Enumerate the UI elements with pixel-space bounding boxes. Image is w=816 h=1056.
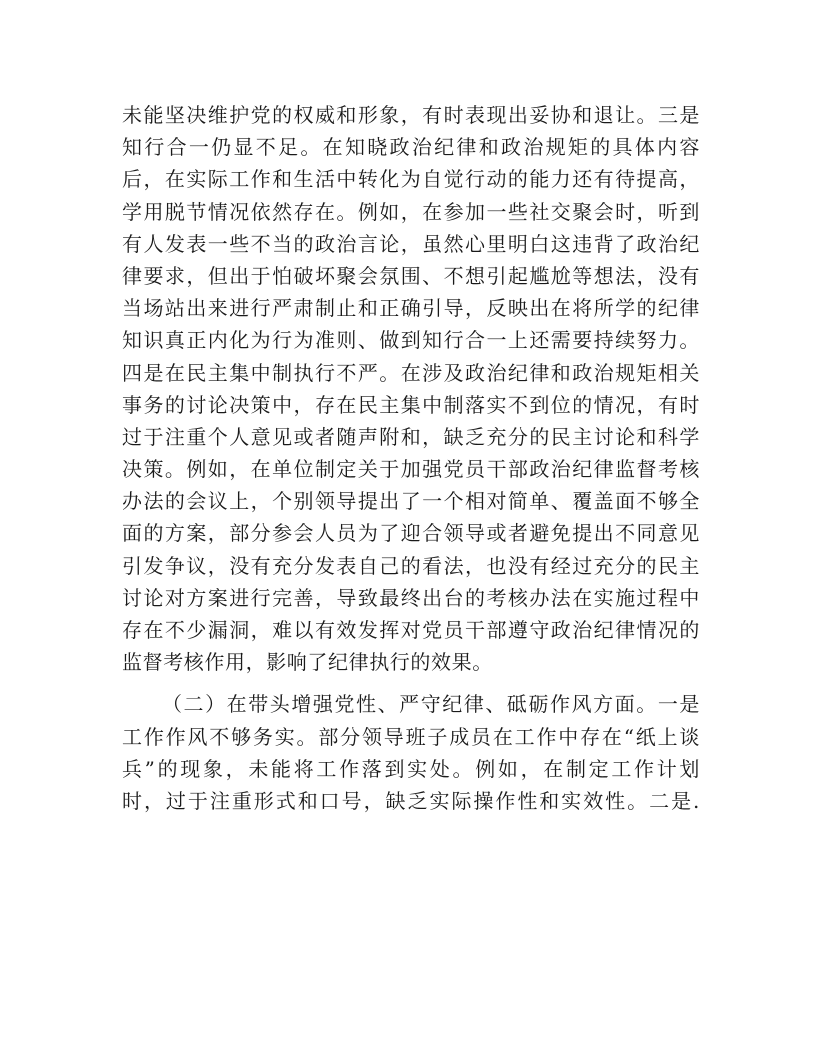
text-line: 知行合一仍显不足。在知晓政治纪律和政治规矩的具体内容 [122, 135, 700, 160]
text-line: 办法的会议上，个别领导提出了一个相对简单、覆盖面不够全 [122, 489, 700, 514]
text-line: 学用脱节情况依然存在。例如，在参加一些社交聚会时，听到 [122, 199, 700, 224]
text-line: 面的方案，部分参会人员为了迎合领导或者避免提出不同意见 [122, 521, 700, 546]
text-line: 后，在实际工作和生活中转化为自觉行动的能力还有待提高， [122, 167, 700, 192]
text-line: 过于注重个人意见或者随声附和，缺乏充分的民主讨论和科学 [122, 424, 700, 449]
text-line: 引发争议，没有充分发表自己的看法，也没有经过充分的民主 [122, 553, 700, 578]
text-line: 时，过于注重形式和口号，缺乏实际操作性和实效性。二是. [122, 788, 700, 813]
text-line: 监督考核作用，影响了纪律执行的效果。 [122, 650, 493, 675]
paragraph-1 [122, 99, 700, 678]
text-line: 事务的讨论决策中，存在民主集中制落实不到位的情况，有时 [122, 392, 700, 417]
text-line: 四是在民主集中制执行不严。在涉及政治纪律和政治规矩相关 [122, 360, 700, 385]
text-line: 讨论对方案进行完善，导致最终出台的考核办法在实施过程中 [122, 585, 700, 610]
text-line: 未能坚决维护党的权威和形象，有时表现出妥协和退让。三是 [122, 103, 700, 127]
paragraph-2 [122, 688, 700, 817]
text-line: 决策。例如，在单位制定关于加强党员干部政治纪律监督考核 [122, 457, 700, 482]
document-page [122, 99, 700, 817]
text-line: 兵”的现象，未能将工作落到实处。例如，在制定工作计划 [122, 756, 700, 781]
text-line: 工作作风不够务实。部分领导班子成员在工作中存在“纸上谈 [122, 724, 700, 749]
paragraph-spacer [122, 678, 700, 688]
text-line: 知识真正内化为行为准则、做到知行合一上还需要持续努力。 [122, 328, 700, 353]
text-line: 当场站出来进行严肃制止和正确引导，反映出在将所学的纪律 [122, 296, 700, 321]
text-line: （二）在带头增强党性、严守纪律、砥砺作风方面。一是 [162, 692, 700, 717]
text-line: 存在不少漏洞，难以有效发挥对党员干部遵守政治纪律情况的 [122, 618, 700, 642]
text-line: 律要求，但出于怕破坏聚会氛围、不想引起尴尬等想法，没有 [122, 263, 700, 288]
text-line: 有人发表一些不当的政治言论，虽然心里明白这违背了政治纪 [122, 231, 700, 256]
